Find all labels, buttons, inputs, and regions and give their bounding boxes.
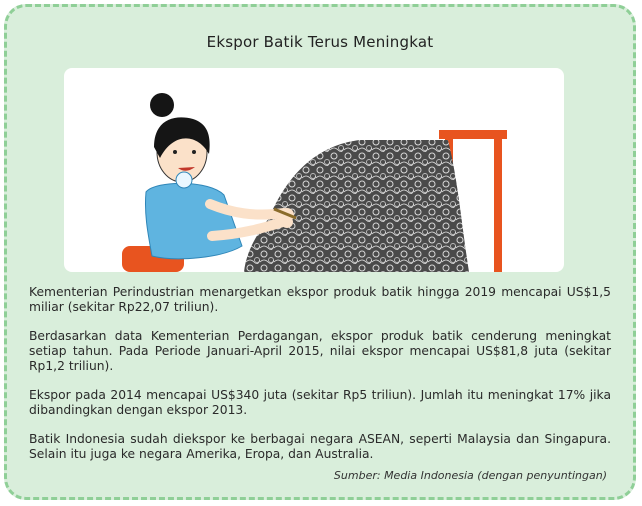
article-title: Ekspor Batik Terus Meningkat bbox=[206, 33, 434, 51]
paragraph-2: Berdasarkan data Kementerian Perdagangan, ekspor produk batik cenderung meningkat setiap tahun. Pada Periode Januari-April 2015, nilai ekspor mencapai US$81,8 juta (sekitar Rp1,2 triliun). bbox=[29, 329, 611, 373]
paragraph-3: Ekspor pada 2014 mencapai US$340 juta (sekitar Rp5 triliun). Jumlah itu meningkat 17% jika dibandingkan dengan ekspor 2013. bbox=[29, 388, 611, 417]
article-body bbox=[29, 285, 611, 476]
paragraph-4: Batik Indonesia sudah diekspor ke berbagai negara ASEAN, seperti Malaysia dan Singapura. Selain itu juga ke negara Amerika, Eropa, dan Australia. bbox=[29, 432, 611, 461]
source-note: Sumber: Media Indonesia (dengan penyuntingan) bbox=[333, 469, 607, 482]
article-card bbox=[4, 4, 636, 500]
batik-illustration bbox=[64, 68, 564, 272]
paragraph-1: Kementerian Perindustrian menargetkan ekspor produk batik hingga 2019 mencapai US$1,5 miliar (sekitar Rp22,07 triliun). bbox=[29, 285, 611, 314]
woman-making-batik-image bbox=[64, 68, 564, 272]
